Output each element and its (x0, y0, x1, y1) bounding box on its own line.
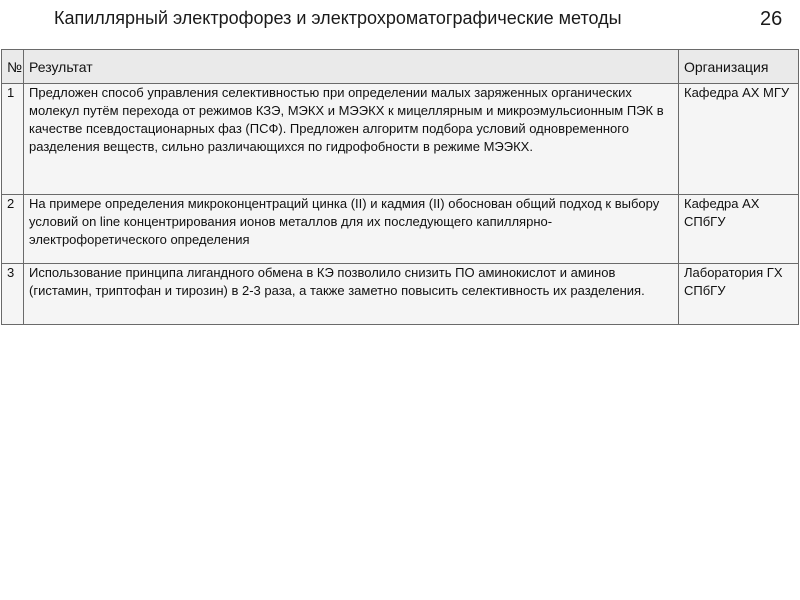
row-organization-cell: Лаборатория ГХ СПбГУ (679, 264, 799, 325)
header-number: № (2, 50, 24, 84)
row-number-cell: 2 (2, 195, 24, 264)
slide-page-number: 26 (760, 8, 783, 30)
table-row (2, 195, 799, 264)
table-header-row (2, 50, 799, 84)
row-organization-cell: Кафедра АХ СПбГУ (679, 195, 799, 264)
header-organization: Организация (679, 50, 799, 84)
slide-title: Капиллярный электрофорез и электрохроматографические методы (54, 8, 622, 28)
row-organization-cell: Кафедра АХ МГУ (679, 84, 799, 195)
row-result-cell: Предложен способ управления селективностью при определении малых заряженных органических молекул путём перехода от режимов КЗЭ, МЭКХ и МЭЭКХ к мицеллярным и микроэмульсионным ПЭК в качестве псевдостационарных фаз (ПСФ). Предложен алгоритм подбора условий одновременного разделения веществ, сильно различающихся по гидрофобности в режиме МЭЭКХ. (24, 84, 679, 195)
table-row (2, 264, 799, 325)
row-result-cell: На примере определения микроконцентраций цинка (II) и кадмия (II) обоснован общий подход к выбору условий on line концентрирования ионов металлов для их последующего капиллярно-электрофоретического определения (24, 195, 679, 264)
table-row (2, 84, 799, 195)
row-result-cell: Использование принципа лигандного обмена в КЭ позволило снизить ПО аминокислот и аминов (гистамин, триптофан и тирозин) в 2-3 раза, а также заметно повысить селективность их разделения. (24, 264, 679, 325)
results-table (1, 49, 799, 325)
row-number-cell: 1 (2, 84, 24, 195)
header-result: Результат (24, 50, 679, 84)
row-number-cell: 3 (2, 264, 24, 325)
